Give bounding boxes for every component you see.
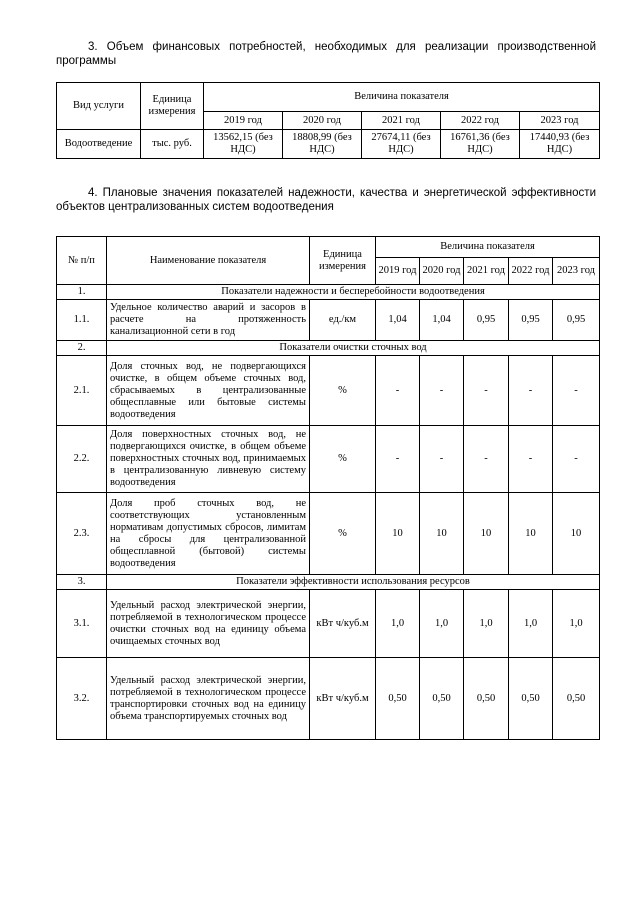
value-cell: 0,95: [509, 300, 553, 341]
value-cell: 1,0: [376, 590, 420, 658]
year-header: 2019 год: [376, 258, 420, 285]
unit-cell: кВт ч/куб.м: [310, 658, 376, 740]
value-cell: -: [509, 356, 553, 426]
row-number: 1.1.: [57, 300, 107, 341]
year-header: 2021 год: [362, 112, 441, 130]
indicator-name: Удельное количество аварий и засоров в расчете на протяженность канализационной сети в год: [107, 300, 310, 341]
value-cell: 1,04: [376, 300, 420, 341]
section-title: Показатели эффективности использования ресурсов: [107, 575, 600, 590]
table-row: [57, 426, 600, 493]
value-cell: 1,0: [420, 590, 464, 658]
header-service: Вид услуги: [57, 83, 141, 130]
indicator-name: Доля проб сточных вод, не соответствующих установленным нормативам допустимых сбросов, лимитам на сбросы для централизованной общесплавной (бытовой) системы водоотведения: [107, 493, 310, 575]
value-cell: -: [553, 356, 600, 426]
year-header: 2021 год: [464, 258, 509, 285]
value-cell: 17440,93 (без НДС): [520, 130, 600, 159]
year-header: 2022 год: [509, 258, 553, 285]
indicator-name: Удельный расход электрической энергии, потребляемой в технологическом процессе очистки сточных вод на единицу объема очищаемых сточных вод: [107, 590, 310, 658]
section-title: Показатели очистки сточных вод: [107, 341, 600, 356]
indicator-name: Удельный расход электрической энергии, потребляемой в технологическом процессе транспортировки сточных вод на единицу объема транспортируемых сточных вод: [107, 658, 310, 740]
value-cell: 10: [376, 493, 420, 575]
year-header: 2023 год: [553, 258, 600, 285]
value-cell: -: [376, 426, 420, 493]
section4-heading: 4. Плановые значения показателей надежности, качества и энергетической эффективности объектов централизованных систем водоотведения: [56, 187, 596, 213]
financial-needs-table: [56, 82, 600, 159]
indicators-table: [56, 236, 600, 740]
value-cell: 10: [509, 493, 553, 575]
year-header: 2020 год: [420, 258, 464, 285]
header-value: Величина показателя: [376, 237, 600, 258]
value-cell: 0,50: [376, 658, 420, 740]
table-row: [57, 356, 600, 426]
row-number: 2.1.: [57, 356, 107, 426]
value-cell: 0,50: [509, 658, 553, 740]
unit-cell: кВт ч/куб.м: [310, 590, 376, 658]
table-row: [57, 590, 600, 658]
table-row: [57, 658, 600, 740]
header-value: Величина показателя: [204, 83, 600, 112]
value-cell: 0,50: [464, 658, 509, 740]
row-number: 2.3.: [57, 493, 107, 575]
indicator-name: Доля поверхностных сточных вод, не подвергающихся очистке, в общем объеме поверхностных сточных вод, принимаемых в централизованную ливневую систему водоотведения: [107, 426, 310, 493]
indicator-name: Доля сточных вод, не подвергающихся очистке, в общем объеме сточных вод, сбрасываемых в централизованные общесплавные или бытовые системы водоотведения: [107, 356, 310, 426]
section-title: Показатели надежности и бесперебойности водоотведения: [107, 285, 600, 300]
unit-cell: ед./км: [310, 300, 376, 341]
row-number: 3.1.: [57, 590, 107, 658]
section-number: 1.: [57, 285, 107, 300]
section3-heading: 3. Объем финансовых потребностей, необходимых для реализации производственной программы: [56, 41, 596, 67]
section-number: 2.: [57, 341, 107, 356]
value-cell: 18808,99 (без НДС): [283, 130, 362, 159]
header-unit: Единица измерения: [141, 83, 204, 130]
value-cell: -: [464, 426, 509, 493]
section-number: 3.: [57, 575, 107, 590]
header-name: Наименование показателя: [107, 237, 310, 285]
value-cell: 10: [420, 493, 464, 575]
value-cell: 1,04: [420, 300, 464, 341]
service-cell: Водоотведение: [57, 130, 141, 159]
value-cell: 16761,36 (без НДС): [441, 130, 520, 159]
unit-cell: тыс. руб.: [141, 130, 204, 159]
year-header: 2022 год: [441, 112, 520, 130]
value-cell: 0,95: [464, 300, 509, 341]
unit-cell: %: [310, 356, 376, 426]
value-cell: -: [376, 356, 420, 426]
year-header: 2023 год: [520, 112, 600, 130]
year-header: 2020 год: [283, 112, 362, 130]
value-cell: 0,50: [553, 658, 600, 740]
value-cell: -: [553, 426, 600, 493]
value-cell: 13562,15 (без НДС): [204, 130, 283, 159]
section-row: [57, 341, 600, 356]
value-cell: 0,50: [420, 658, 464, 740]
value-cell: -: [509, 426, 553, 493]
value-cell: 10: [464, 493, 509, 575]
section-row: [57, 285, 600, 300]
year-header: 2019 год: [204, 112, 283, 130]
value-cell: 1,0: [509, 590, 553, 658]
value-cell: 1,0: [464, 590, 509, 658]
value-cell: 27674,11 (без НДС): [362, 130, 441, 159]
table-row: [57, 493, 600, 575]
section-row: [57, 575, 600, 590]
value-cell: 1,0: [553, 590, 600, 658]
value-cell: -: [464, 356, 509, 426]
unit-cell: %: [310, 493, 376, 575]
table-row: [57, 300, 600, 341]
row-number: 2.2.: [57, 426, 107, 493]
value-cell: 10: [553, 493, 600, 575]
header-num: № п/п: [57, 237, 107, 285]
value-cell: -: [420, 356, 464, 426]
value-cell: 0,95: [553, 300, 600, 341]
row-number: 3.2.: [57, 658, 107, 740]
header-unit: Единица измерения: [310, 237, 376, 285]
unit-cell: %: [310, 426, 376, 493]
value-cell: -: [420, 426, 464, 493]
